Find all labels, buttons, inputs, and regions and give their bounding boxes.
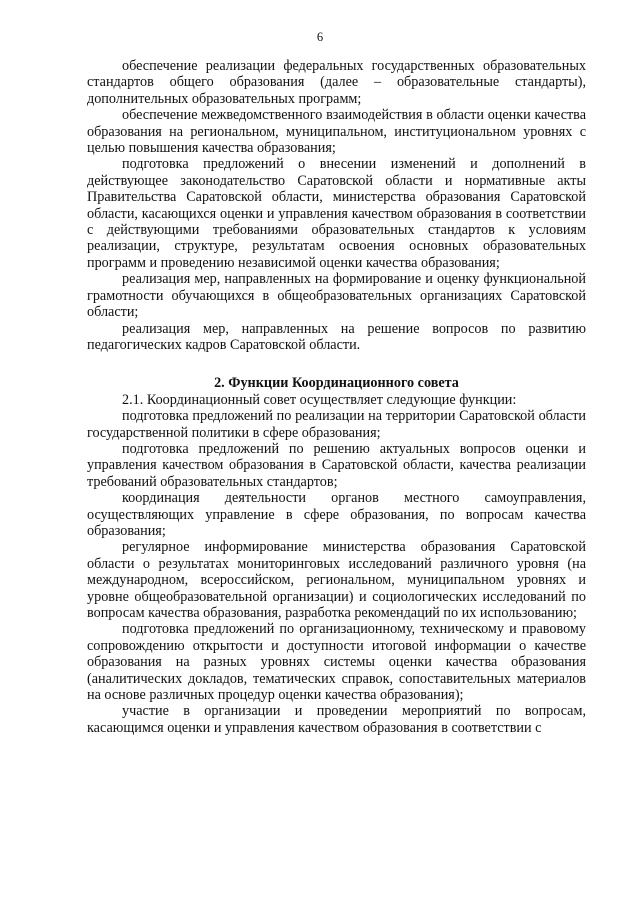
list-item: обеспечение реализации федеральных государственных образовательных стандартов общего образования (далее – образовательные стандарты), дополнительных образовательных программ; (87, 58, 586, 107)
list-item: обеспечение межведомственного взаимодействия в области оценки качества образования на региональном, муниципальном, институциональном уровнях с целью повышения качества образования; (87, 107, 586, 157)
list-item: подготовка предложений по организационному, техническому и правовому сопровождению открытости и доступности итоговой информации о качестве образования на разных уровнях системы оценки качества образования (аналитических докладов, тематических справок, сопоставительных материалов на основе различных процедур оценки качества образования); (87, 621, 586, 704)
list-item: участие в организации и проведении мероприятий по вопросам, касающимся оценки и управления качеством образования в соответствии с (87, 703, 586, 736)
list-item: регулярное информирование министерства образования Саратовской области о результатах мониторинговых исследований различного уровня (на международном, всероссийском, региональном, муниципальном уровнях и уровне общеобразовательной организации) и социологических исследований по вопросам качества образования, разработка рекомендаций по их использованию; (87, 539, 586, 621)
page-number: 6 (316, 30, 324, 44)
section-heading: 2. Функции Координационного совета (214, 375, 459, 392)
list-item: координация деятельности органов местного самоуправления, осуществляющих управление в сфере образования, по вопросам качества образования; (87, 490, 586, 539)
list-item: реализация мер, направленных на решение вопросов по развитию педагогических кадров Саратовской области. (87, 320, 586, 353)
list-item: подготовка предложений по реализации на территории Саратовской области государственной политики в сфере образования; (87, 408, 586, 441)
document-body (87, 58, 586, 736)
list-item: реализация мер, направленных на формирование и оценку функциональной грамотности обучающихся в общеобразовательных организациях Саратовской области; (87, 271, 586, 321)
list-item: подготовка предложений о внесении изменений и дополнений в действующее законодательство Саратовской области и нормативные акты Правительства Саратовской области, министерства образования Саратовской области, касающихся оценки и управления качеством образования в соответствии с действующими требованиями образовательных стандартов к условиям реализации, структуре, результатам освоения основных образовательных программ и проведению независимой оценки качества образования; (87, 156, 586, 271)
list-item: подготовка предложений по решению актуальных вопросов оценки и управления качеством образования в Саратовской области, качества реализации требований образовательных стандартов; (87, 440, 586, 490)
section-intro: 2.1. Координационный совет осуществляет следующие функции: (122, 391, 517, 408)
